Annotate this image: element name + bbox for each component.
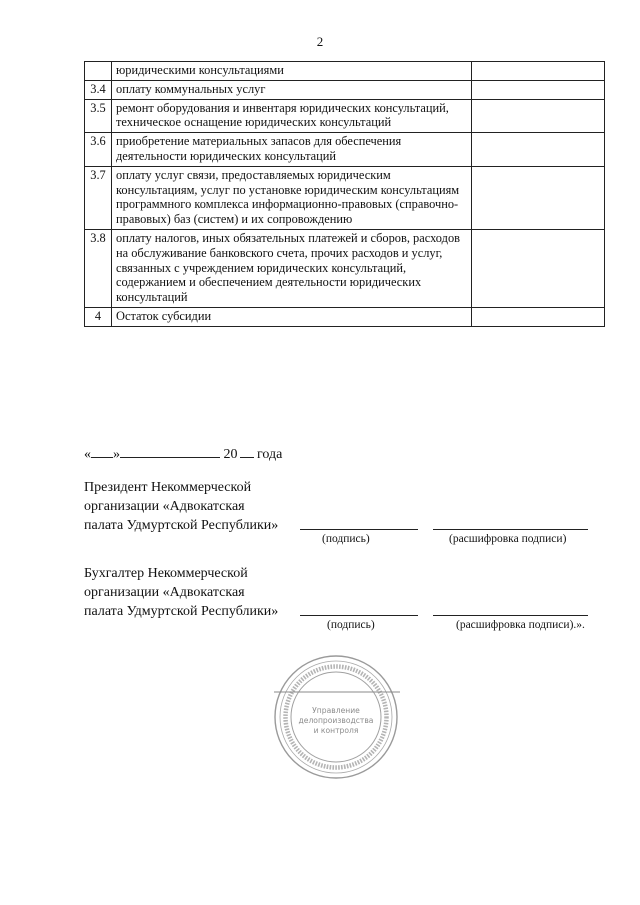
row-number: 3.8 (85, 229, 112, 307)
accountant-title-line3: палата Удмуртской Республики» (84, 604, 279, 619)
president-title-line1: Президент Некоммерческой (84, 480, 252, 495)
president-signature-block (84, 478, 278, 535)
table-row (85, 62, 605, 81)
row-number: 4 (85, 307, 112, 326)
page-number: 2 (316, 34, 324, 49)
year-blank (240, 445, 254, 458)
table-row (85, 229, 605, 307)
stamp-line3: и контроля (313, 726, 359, 735)
row-text: приобретение материальных запасов для обеспечения деятельности юридических консультаций (112, 133, 472, 167)
date-line (84, 445, 282, 463)
row-amount (472, 99, 605, 133)
president-decoding-line (433, 528, 588, 530)
accountant-title-line1: Бухгалтер Некоммерческой (84, 566, 248, 581)
date-open-quote: « (84, 447, 91, 462)
row-text: Остаток субсидии (112, 307, 472, 326)
accountant-decoding-caption: (расшифровка подписи).». (456, 619, 585, 631)
table-row (85, 99, 605, 133)
date-close-quote: » (113, 447, 120, 462)
budget-table (84, 61, 605, 327)
official-seal-stamp (272, 653, 400, 781)
row-amount (472, 307, 605, 326)
accountant-title-line2: организации «Адвокатская (84, 585, 245, 600)
row-text: оплату коммунальных услуг (112, 80, 472, 99)
row-number: 3.6 (85, 133, 112, 167)
table-row (85, 307, 605, 326)
row-amount (472, 166, 605, 229)
accountant-decoding-line (433, 614, 588, 616)
president-signature-line (300, 528, 418, 530)
day-blank (91, 445, 113, 458)
month-blank (120, 445, 220, 458)
president-title-line3: палата Удмуртской Республики» (84, 518, 279, 533)
president-title-line2: организации «Адвокатская (84, 499, 245, 514)
accountant-signature-line (300, 614, 418, 616)
year-suffix: года (257, 447, 283, 462)
stamp-line1: Управление (312, 706, 360, 715)
table-row (85, 80, 605, 99)
row-amount (472, 62, 605, 81)
table-row (85, 133, 605, 167)
row-text: юридическими консультациями (112, 62, 472, 81)
row-text: оплату налогов, иных обязательных платежей и сборов, расходов на обслуживание банковского счета, прочих расходов и услуг, связанных с учреждением юридических консультаций, содержанием и обеспечением деятельности юридических консультаций (112, 229, 472, 307)
accountant-signature-caption: (подпись) (327, 619, 375, 631)
accountant-signature-block (84, 564, 278, 621)
row-number: 3.5 (85, 99, 112, 133)
year-prefix: 20 (223, 447, 238, 462)
row-number (85, 62, 112, 81)
row-amount (472, 229, 605, 307)
row-text: ремонт оборудования и инвентаря юридических консультаций, техническое оснащение юридических консультаций (112, 99, 472, 133)
row-amount (472, 133, 605, 167)
president-decoding-caption: (расшифровка подписи) (449, 533, 567, 545)
row-amount (472, 80, 605, 99)
table-row (85, 166, 605, 229)
president-signature-caption: (подпись) (322, 533, 370, 545)
row-number: 3.4 (85, 80, 112, 99)
stamp-line2: делопроизводства (298, 716, 374, 725)
row-number: 3.7 (85, 166, 112, 229)
row-text: оплату услуг связи, предоставляемых юридическим консультациям, услуг по установке юридическим консультациям программного комплекса информационно-правовых (справочно-правовых) баз (систем) и их сопровождению (112, 166, 472, 229)
